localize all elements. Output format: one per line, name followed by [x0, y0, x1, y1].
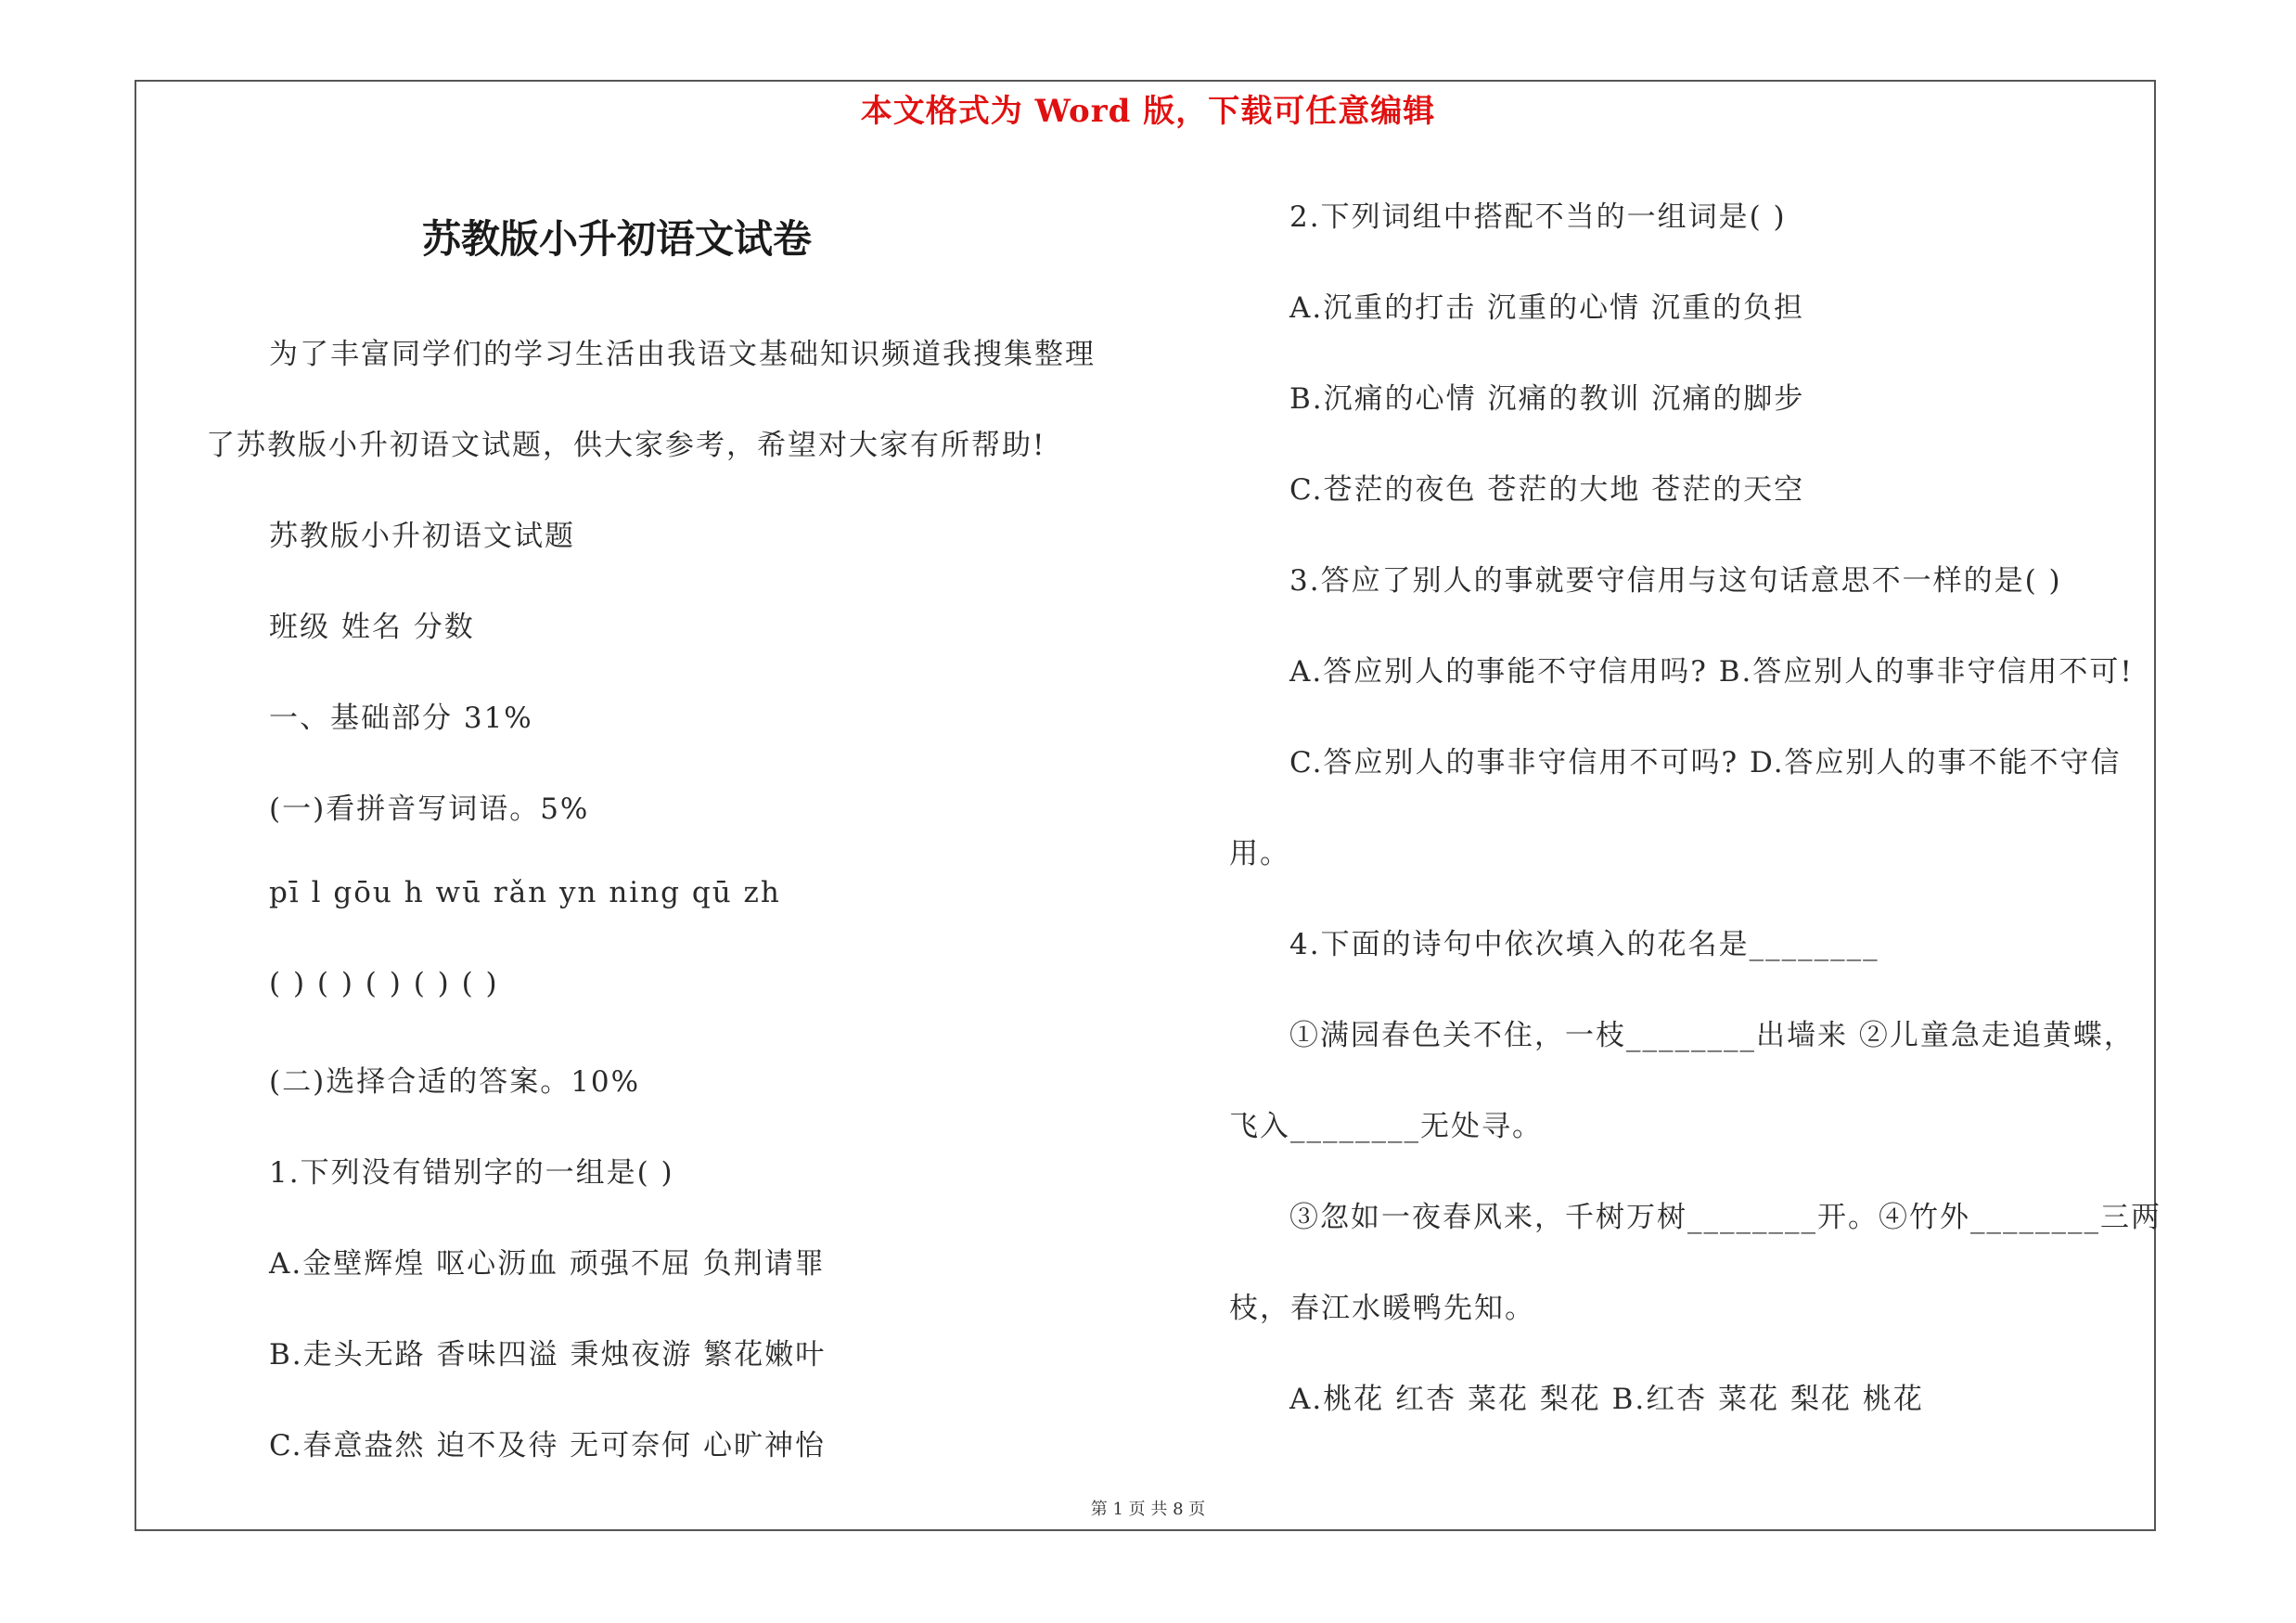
pinyin-line: pī l gōu h wū rǎn yn ning qū zh — [269, 876, 781, 909]
question-2-option-a: A.沉重的打击 沉重的心情 沉重的负担 — [1289, 291, 1804, 325]
poem-line-1: ①满园春色关不住，一枝________出墙来 ②儿童急走追黄蝶， — [1289, 1019, 2135, 1052]
intro-line-1: 为了丰富同学们的学习生活由我语文基础知识频道我搜集整理 — [269, 338, 1096, 371]
question-3-options-ab: A.答应别人的事能不守信用吗? B.答应别人的事非守信用不可! — [1289, 655, 2134, 689]
question-2: 2.下列词组中搭配不当的一组词是( ) — [1289, 200, 1787, 234]
subsection-choice: (二)选择合适的答案。10% — [269, 1065, 641, 1099]
test-heading: 苏教版小升初语文试题 — [269, 520, 575, 553]
intro-line-2: 了苏教版小升初语文试题，供大家参考，希望对大家有所帮助! — [206, 429, 1046, 462]
question-1: 1.下列没有错别字的一组是( ) — [269, 1156, 674, 1190]
question-2-option-c: C.苍茫的夜色 苍茫的大地 苍茫的天空 — [1289, 473, 1805, 507]
class-name-score: 班级 姓名 分数 — [269, 611, 475, 644]
page-number: 第 1 页 共 8 页 — [1090, 1500, 1206, 1519]
question-3: 3.答应了别人的事就要守信用与这句话意思不一样的是( ) — [1289, 564, 2062, 598]
poem-line-3: ③忽如一夜春风来，千树万树________开。④竹外________三两 — [1289, 1201, 2161, 1234]
subsection-pinyin: (一)看拼音写词语。5% — [269, 792, 590, 826]
question-1-option-a: A.金壁辉煌 呕心沥血 顽强不屈 负荆请罪 — [269, 1247, 826, 1281]
format-banner: 本文格式为 Word 版，下载可任意编辑 — [860, 93, 1436, 130]
question-3-options-cd: C.答应别人的事非守信用不可吗? D.答应别人的事不能不守信 — [1289, 746, 2122, 779]
question-4: 4.下面的诗句中依次填入的花名是________ — [1289, 928, 1879, 961]
poem-line-4: 枝，春江水暖鸭先知。 — [1229, 1292, 1535, 1325]
question-1-option-b: B.走头无路 香味四溢 秉烛夜游 繁花嫩叶 — [269, 1338, 827, 1372]
question-4-options: A.桃花 红杏 菜花 梨花 B.红杏 菜花 梨花 桃花 — [1289, 1383, 1924, 1416]
poem-line-2: 飞入________无处寻。 — [1229, 1110, 1543, 1143]
question-3-options-cont: 用。 — [1229, 837, 1290, 870]
section-basics: 一、基础部分 31% — [269, 702, 533, 735]
question-2-option-b: B.沉痛的心情 沉痛的教训 沉痛的脚步 — [1289, 382, 1805, 416]
answer-blanks: ( ) ( ) ( ) ( ) ( ) — [269, 967, 499, 1000]
question-1-option-c: C.春意盎然 迫不及待 无可奈何 心旷神怡 — [269, 1429, 827, 1462]
document-title: 苏教版小升初语文试卷 — [422, 216, 813, 262]
